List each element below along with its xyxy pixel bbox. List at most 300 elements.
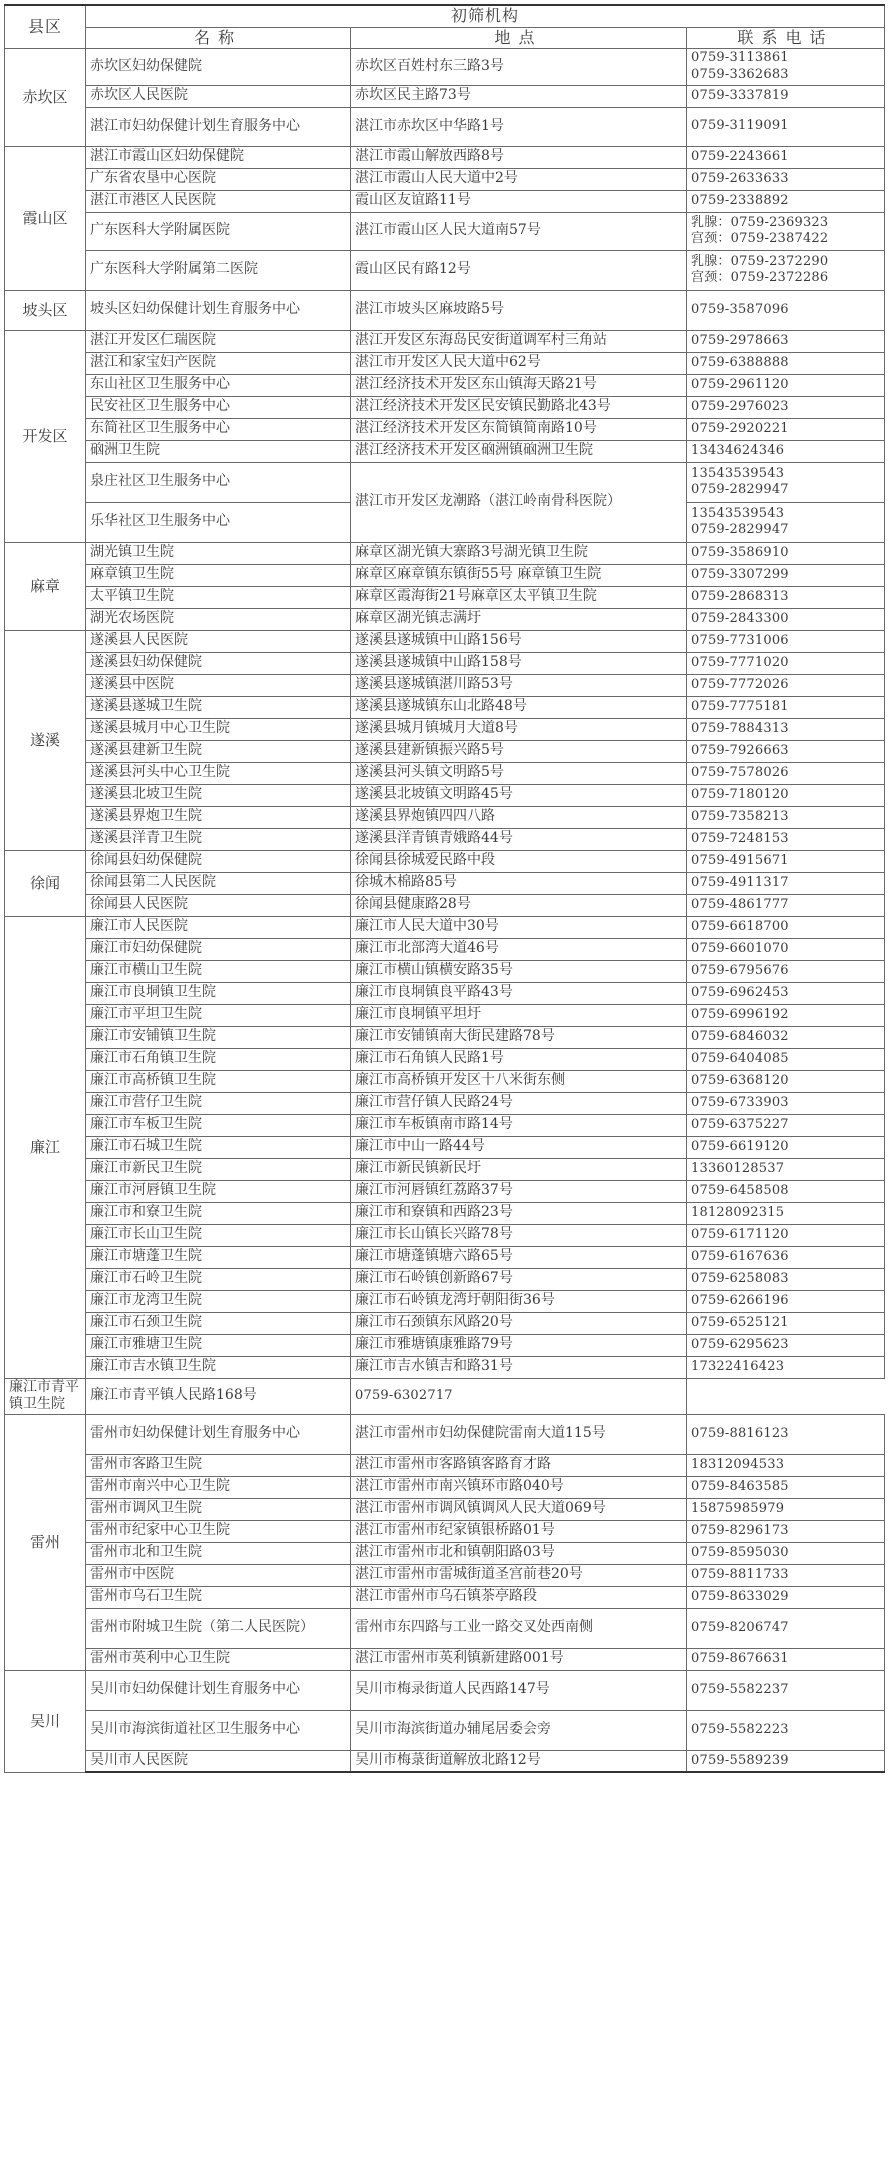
institution-name: 遂溪县城月中心卫生院 bbox=[86, 718, 351, 740]
institution-name: 廉江市横山卫生院 bbox=[86, 960, 351, 982]
phone-line: 0759-7775181 bbox=[691, 698, 789, 714]
institution-name: 湛江和家宝妇产医院 bbox=[86, 352, 351, 374]
phone-line: 0759-6388888 bbox=[691, 354, 789, 370]
institution-location: 廉江市长山镇长兴路78号 bbox=[351, 1224, 687, 1246]
institution-name: 遂溪县洋青卫生院 bbox=[86, 828, 351, 850]
institution-location: 遂溪县遂城镇东山北路48号 bbox=[351, 696, 687, 718]
table-row bbox=[5, 1334, 885, 1356]
table-row bbox=[5, 1158, 885, 1180]
institution-name: 泉庄社区卫生服务中心 bbox=[86, 462, 351, 502]
county-cell: 开发区 bbox=[5, 330, 86, 542]
table-row bbox=[5, 146, 885, 168]
institution-location: 霞山区民有路12号 bbox=[351, 250, 687, 290]
institution-location: 麻章区湖光镇志满圩 bbox=[351, 608, 687, 630]
contact-phone bbox=[687, 1542, 885, 1564]
phone-line: 0759-8811733 bbox=[691, 1566, 789, 1582]
institution-name: 吴川市海滨街道社区卫生服务中心 bbox=[86, 1710, 351, 1750]
contact-phone bbox=[687, 330, 885, 352]
institution-location: 廉江市良垌镇良平路43号 bbox=[351, 982, 687, 1004]
contact-phone bbox=[687, 784, 885, 806]
contact-phone bbox=[687, 740, 885, 762]
contact-phone bbox=[687, 462, 885, 502]
institution-name: 吴川市人民医院 bbox=[86, 1750, 351, 1772]
table-row bbox=[5, 1312, 885, 1334]
phone-line: 0759-6404085 bbox=[691, 1050, 789, 1066]
table-row bbox=[5, 168, 885, 190]
phone-line: 乳腺：0759-2369323 bbox=[691, 214, 829, 230]
institution-name: 遂溪县界炮卫生院 bbox=[86, 806, 351, 828]
contact-phone bbox=[687, 146, 885, 168]
institution-location: 吴川市海滨街道办辅尾居委会旁 bbox=[351, 1710, 687, 1750]
institution-name: 东简社区卫生服务中心 bbox=[86, 418, 351, 440]
institution-location: 遂溪县洋青镇青娥路44号 bbox=[351, 828, 687, 850]
contact-phone bbox=[687, 718, 885, 740]
contact-phone bbox=[687, 396, 885, 418]
institution-location: 湛江市雷州市妇幼保健院雷南大道115号 bbox=[351, 1414, 687, 1454]
table-row bbox=[5, 1070, 885, 1092]
table-row bbox=[5, 250, 885, 290]
table-row bbox=[5, 938, 885, 960]
phone-line: 0759-7884313 bbox=[691, 720, 789, 736]
institution-name: 雷州市英利中心卫生院 bbox=[86, 1648, 351, 1670]
phone-line: 0759-6266196 bbox=[691, 1292, 789, 1308]
institution-name: 东山社区卫生服务中心 bbox=[86, 374, 351, 396]
phone-line: 0759-3337819 bbox=[691, 87, 789, 103]
institution-name: 廉江市龙湾卫生院 bbox=[86, 1290, 351, 1312]
contact-phone bbox=[687, 762, 885, 784]
contact-phone bbox=[687, 674, 885, 696]
contact-phone bbox=[687, 1498, 885, 1520]
institution-name: 赤坎区妇幼保健院 bbox=[86, 48, 351, 85]
institution-location: 湛江市开发区龙潮路（湛江岭南骨科医院） bbox=[351, 462, 687, 542]
table-row bbox=[5, 784, 885, 806]
institution-name: 廉江市雅塘卫生院 bbox=[86, 1334, 351, 1356]
phone-header: 联系电话 bbox=[687, 27, 885, 48]
institution-name: 徐闻县妇幼保健院 bbox=[86, 850, 351, 872]
institution-name: 廉江市石颈卫生院 bbox=[86, 1312, 351, 1334]
institution-name: 廉江市石角镇卫生院 bbox=[86, 1048, 351, 1070]
phone-line: 0759-7578026 bbox=[691, 764, 789, 780]
table-body bbox=[5, 48, 885, 1772]
institution-name: 雷州市调风卫生院 bbox=[86, 1498, 351, 1520]
contact-phone bbox=[687, 502, 885, 542]
county-cell: 麻章 bbox=[5, 542, 86, 630]
county-cell: 遂溪 bbox=[5, 630, 86, 850]
institution-location: 湛江市霞山解放西路8号 bbox=[351, 146, 687, 168]
institution-location: 遂溪县河头镇文明路5号 bbox=[351, 762, 687, 784]
table-row bbox=[5, 1476, 885, 1498]
table-row bbox=[5, 1004, 885, 1026]
institution-location: 遂溪县城月镇城月大道8号 bbox=[351, 718, 687, 740]
table-row bbox=[5, 1092, 885, 1114]
phone-line: 0759-2633633 bbox=[691, 170, 789, 186]
institution-name: 湛江市港区人民医院 bbox=[86, 190, 351, 212]
county-header: 县区 bbox=[5, 5, 86, 48]
table-row bbox=[5, 212, 885, 250]
phone-line: 0759-3119091 bbox=[691, 118, 789, 134]
table-row bbox=[5, 1048, 885, 1070]
contact-phone bbox=[687, 542, 885, 564]
phone-line: 0759-6846032 bbox=[691, 1028, 789, 1044]
institution-location: 廉江市高桥镇开发区十八米街东侧 bbox=[351, 1070, 687, 1092]
institution-name: 遂溪县河头中心卫生院 bbox=[86, 762, 351, 784]
institution-name: 廉江市良垌镇卫生院 bbox=[86, 982, 351, 1004]
institution-location: 廉江市吉水镇吉和路31号 bbox=[351, 1356, 687, 1378]
phone-line: 0759-2829947 bbox=[691, 482, 789, 497]
phone-line: 0759-6302717 bbox=[355, 1387, 453, 1403]
phone-line: 0759-8816123 bbox=[691, 1425, 789, 1441]
contact-phone bbox=[687, 982, 885, 1004]
contact-phone bbox=[687, 1136, 885, 1158]
institution-name: 遂溪县建新卫生院 bbox=[86, 740, 351, 762]
contact-phone bbox=[687, 1710, 885, 1750]
institution-location: 廉江市石角镇人民路1号 bbox=[351, 1048, 687, 1070]
contact-phone bbox=[687, 1334, 885, 1356]
table-row bbox=[5, 1414, 885, 1454]
institution-location: 吴川市梅录街道人民西路147号 bbox=[351, 1670, 687, 1710]
institution-location: 雷州市东四路与工业一路交叉处西南侧 bbox=[351, 1608, 687, 1648]
phone-line: 0759-8633029 bbox=[691, 1588, 789, 1604]
contact-phone bbox=[687, 894, 885, 916]
group-header: 初筛机构 bbox=[86, 5, 885, 27]
institution-name: 雷州市中医院 bbox=[86, 1564, 351, 1586]
institution-name: 坡头区妇幼保健计划生育服务中心 bbox=[86, 290, 351, 330]
contact-phone bbox=[687, 212, 885, 250]
institution-location: 廉江市营仔镇人民路24号 bbox=[351, 1092, 687, 1114]
contact-phone bbox=[687, 916, 885, 938]
institution-name: 雷州市纪家中心卫生院 bbox=[86, 1520, 351, 1542]
contact-phone bbox=[687, 1114, 885, 1136]
institution-location: 湛江开发区东海岛民安街道调军村三角站 bbox=[351, 330, 687, 352]
phone-line: 0759-4915671 bbox=[691, 852, 789, 868]
institution-location: 遂溪县建新镇振兴路5号 bbox=[351, 740, 687, 762]
institution-name: 遂溪县人民医院 bbox=[86, 630, 351, 652]
phone-line: 15875985979 bbox=[691, 1500, 785, 1516]
phone-line: 0759-6618700 bbox=[691, 918, 789, 934]
contact-phone bbox=[687, 48, 885, 85]
contact-phone bbox=[687, 85, 885, 107]
phone-line: 0759-5589239 bbox=[691, 1752, 789, 1768]
institution-location: 廉江市河唇镇红荔路37号 bbox=[351, 1180, 687, 1202]
institution-name: 廉江市石城卫生院 bbox=[86, 1136, 351, 1158]
phone-line: 0759-8206747 bbox=[691, 1619, 789, 1635]
institution-name: 太平镇卫生院 bbox=[86, 586, 351, 608]
contact-phone bbox=[687, 1312, 885, 1334]
phone-line: 0759-6601070 bbox=[691, 940, 789, 956]
contact-phone bbox=[687, 1070, 885, 1092]
table-row bbox=[5, 1114, 885, 1136]
phone-line: 0759-7180120 bbox=[691, 786, 789, 802]
institution-location: 廉江市横山镇横安路35号 bbox=[351, 960, 687, 982]
table-row bbox=[5, 1180, 885, 1202]
phone-line: 0759-3307299 bbox=[691, 566, 789, 582]
institution-location: 遂溪县遂城镇中山路158号 bbox=[351, 652, 687, 674]
institution-name: 湛江市霞山区妇幼保健院 bbox=[86, 146, 351, 168]
institution-name: 雷州市客路卫生院 bbox=[86, 1454, 351, 1476]
institution-location: 赤坎区民主路73号 bbox=[351, 85, 687, 107]
contact-phone bbox=[687, 1520, 885, 1542]
location-header: 地点 bbox=[351, 27, 687, 48]
institution-name: 廉江市和寮卫生院 bbox=[86, 1202, 351, 1224]
phone-line: 0759-6171120 bbox=[691, 1226, 789, 1242]
phone-line: 0759-8676631 bbox=[691, 1650, 789, 1666]
table-row bbox=[5, 982, 885, 1004]
contact-phone bbox=[351, 1378, 687, 1414]
institution-name: 廉江市平坦卫生院 bbox=[86, 1004, 351, 1026]
table-row bbox=[5, 85, 885, 107]
institution-location: 徐闻县徐城爱民路中段 bbox=[351, 850, 687, 872]
contact-phone bbox=[687, 190, 885, 212]
contact-phone bbox=[687, 1564, 885, 1586]
phone-line: 17322416423 bbox=[691, 1358, 785, 1374]
contact-phone bbox=[687, 828, 885, 850]
institution-name: 雷州市附城卫生院（第二人民医院） bbox=[86, 1608, 351, 1648]
name-header: 名称 bbox=[86, 27, 351, 48]
institution-location: 麻章区湖光镇大寨路3号湖光镇卫生院 bbox=[351, 542, 687, 564]
table-row bbox=[5, 916, 885, 938]
institution-name: 廉江市青平镇卫生院 bbox=[5, 1378, 86, 1414]
table-row bbox=[5, 894, 885, 916]
institution-location: 湛江市雷州市南兴镇环市路040号 bbox=[351, 1476, 687, 1498]
phone-line: 0759-2978663 bbox=[691, 332, 789, 348]
table-row bbox=[5, 396, 885, 418]
phone-line: 0759-6619120 bbox=[691, 1138, 789, 1154]
contact-phone bbox=[687, 440, 885, 462]
phone-line: 0759-7731006 bbox=[691, 632, 789, 648]
table-row bbox=[5, 828, 885, 850]
contact-phone bbox=[687, 1092, 885, 1114]
institution-name: 廉江市安铺镇卫生院 bbox=[86, 1026, 351, 1048]
table-row bbox=[5, 1710, 885, 1750]
institution-location: 廉江市石岭镇创新路67号 bbox=[351, 1268, 687, 1290]
contact-phone bbox=[687, 608, 885, 630]
phone-line: 0759-3113861 bbox=[691, 50, 789, 66]
table-row bbox=[5, 1586, 885, 1608]
institution-name: 雷州市北和卫生院 bbox=[86, 1542, 351, 1564]
institution-location: 湛江市坡头区麻坡路5号 bbox=[351, 290, 687, 330]
institution-location: 湛江市赤坎区中华路1号 bbox=[351, 107, 687, 146]
institution-name: 廉江市营仔卫生院 bbox=[86, 1092, 351, 1114]
contact-phone bbox=[687, 374, 885, 396]
phone-line: 0759-2843300 bbox=[691, 610, 789, 626]
institution-name: 雷州市乌石卫生院 bbox=[86, 1586, 351, 1608]
institution-name: 廉江市新民卫生院 bbox=[86, 1158, 351, 1180]
phone-line: 0759-5582223 bbox=[691, 1721, 789, 1737]
table-row bbox=[5, 352, 885, 374]
phone-line: 0759-2920221 bbox=[691, 420, 789, 436]
table-row bbox=[5, 718, 885, 740]
phone-line: 0759-7926663 bbox=[691, 742, 789, 758]
contact-phone bbox=[687, 652, 885, 674]
institution-location: 湛江经济技术开发区硇洲镇硇洲卫生院 bbox=[351, 440, 687, 462]
institution-name: 湛江市妇幼保健计划生育服务中心 bbox=[86, 107, 351, 146]
contact-phone bbox=[687, 290, 885, 330]
institution-name: 湖光镇卫生院 bbox=[86, 542, 351, 564]
phone-line: 0759-6458508 bbox=[691, 1182, 789, 1198]
contact-phone bbox=[687, 1670, 885, 1710]
contact-phone bbox=[687, 1586, 885, 1608]
institution-location: 霞山区友谊路11号 bbox=[351, 190, 687, 212]
contact-phone bbox=[687, 1202, 885, 1224]
phone-line: 0759-6962453 bbox=[691, 984, 789, 1000]
institution-name: 湖光农场医院 bbox=[86, 608, 351, 630]
county-cell: 吴川 bbox=[5, 1670, 86, 1772]
table-row bbox=[5, 1750, 885, 1772]
institution-name: 遂溪县遂城卫生院 bbox=[86, 696, 351, 718]
table-row bbox=[5, 850, 885, 872]
institution-location: 遂溪县北坡镇文明路45号 bbox=[351, 784, 687, 806]
phone-line: 0759-6375227 bbox=[691, 1116, 789, 1132]
table-row bbox=[5, 418, 885, 440]
institution-location: 廉江市青平镇人民路168号 bbox=[86, 1378, 351, 1414]
table-row bbox=[5, 542, 885, 564]
contact-phone bbox=[687, 806, 885, 828]
contact-phone bbox=[687, 1414, 885, 1454]
table-row bbox=[5, 1542, 885, 1564]
contact-phone bbox=[687, 1268, 885, 1290]
institution-location: 徐闻县健康路28号 bbox=[351, 894, 687, 916]
institution-location: 廉江市中山一路44号 bbox=[351, 1136, 687, 1158]
institution-name: 广东医科大学附属第二医院 bbox=[86, 250, 351, 290]
institution-location: 湛江经济技术开发区东简镇简南路10号 bbox=[351, 418, 687, 440]
table-row bbox=[5, 1648, 885, 1670]
table-row bbox=[5, 872, 885, 894]
table-row bbox=[5, 1608, 885, 1648]
table-row bbox=[5, 1290, 885, 1312]
phone-line: 乳腺：0759-2372290 bbox=[691, 253, 829, 269]
institution-location: 廉江市人民大道中30号 bbox=[351, 916, 687, 938]
phone-line: 0759-8595030 bbox=[691, 1544, 789, 1560]
phone-line: 0759-3362683 bbox=[691, 66, 789, 82]
phone-line: 13360128537 bbox=[691, 1160, 785, 1176]
table-row bbox=[5, 48, 885, 85]
phone-line: 0759-5582237 bbox=[691, 1681, 789, 1697]
table-row bbox=[5, 1564, 885, 1586]
phone-line: 0759-2829947 bbox=[691, 522, 789, 537]
phone-line: 0759-2976023 bbox=[691, 398, 789, 414]
institution-name: 雷州市妇幼保健计划生育服务中心 bbox=[86, 1414, 351, 1454]
institution-name: 廉江市吉水镇卫生院 bbox=[86, 1356, 351, 1378]
institution-location: 麻章区麻章镇东镇街55号 麻章镇卫生院 bbox=[351, 564, 687, 586]
contact-phone bbox=[687, 1224, 885, 1246]
institution-location: 湛江市雷州市雷城街道圣宫前巷20号 bbox=[351, 1564, 687, 1586]
phone-line: 0759-2338892 bbox=[691, 192, 789, 208]
phone-line: 0759-2961120 bbox=[691, 376, 789, 392]
table-row bbox=[5, 1454, 885, 1476]
table-row bbox=[5, 564, 885, 586]
contact-phone bbox=[687, 1246, 885, 1268]
contact-phone bbox=[687, 1454, 885, 1476]
institution-location: 廉江市和寮镇和西路23号 bbox=[351, 1202, 687, 1224]
table-row bbox=[5, 1268, 885, 1290]
table-row bbox=[5, 330, 885, 352]
table-row bbox=[5, 696, 885, 718]
phone-line: 0759-2243661 bbox=[691, 148, 789, 164]
table-row bbox=[5, 1136, 885, 1158]
phone-line: 0759-8296173 bbox=[691, 1522, 789, 1538]
institution-location: 湛江市雷州市客路镇客路育才路 bbox=[351, 1454, 687, 1476]
phone-line: 0759-6258083 bbox=[691, 1270, 789, 1286]
phone-line: 18128092315 bbox=[691, 1204, 785, 1220]
table-row bbox=[5, 630, 885, 652]
contact-phone bbox=[687, 938, 885, 960]
institution-location: 廉江市安铺镇南大街民建路78号 bbox=[351, 1026, 687, 1048]
table-row bbox=[5, 462, 885, 502]
institution-name: 廉江市车板卫生院 bbox=[86, 1114, 351, 1136]
phone-line: 0759-6295623 bbox=[691, 1336, 789, 1352]
phone-line: 0759-6733903 bbox=[691, 1094, 789, 1110]
institution-location: 遂溪县遂城镇中山路156号 bbox=[351, 630, 687, 652]
contact-phone bbox=[687, 1750, 885, 1772]
contact-phone bbox=[687, 418, 885, 440]
institution-name: 乐华社区卫生服务中心 bbox=[86, 502, 351, 542]
institution-location: 廉江市石岭镇龙湾圩朝阳街36号 bbox=[351, 1290, 687, 1312]
contact-phone bbox=[687, 250, 885, 290]
institution-location: 廉江市北部湾大道46号 bbox=[351, 938, 687, 960]
table-row bbox=[5, 806, 885, 828]
institution-name: 民安社区卫生服务中心 bbox=[86, 396, 351, 418]
contact-phone bbox=[687, 1648, 885, 1670]
institution-name: 廉江市塘蓬卫生院 bbox=[86, 1246, 351, 1268]
contact-phone bbox=[687, 107, 885, 146]
table-row bbox=[5, 740, 885, 762]
contact-phone bbox=[687, 1026, 885, 1048]
contact-phone bbox=[687, 1004, 885, 1026]
institution-location: 湛江市霞山区人民大道南57号 bbox=[351, 212, 687, 250]
contact-phone bbox=[687, 586, 885, 608]
institution-location: 廉江市新民镇新民圩 bbox=[351, 1158, 687, 1180]
institution-location: 湛江市雷州市英利镇新建路001号 bbox=[351, 1648, 687, 1670]
phone-line: 0759-7358213 bbox=[691, 808, 789, 824]
contact-phone bbox=[687, 168, 885, 190]
table-row bbox=[5, 374, 885, 396]
institution-location: 赤坎区百姓村东三路3号 bbox=[351, 48, 687, 85]
institution-name: 遂溪县北坡卫生院 bbox=[86, 784, 351, 806]
institution-name: 廉江市高桥镇卫生院 bbox=[86, 1070, 351, 1092]
institution-name: 遂溪县中医院 bbox=[86, 674, 351, 696]
county-cell: 廉江 bbox=[5, 916, 86, 1378]
institution-name: 廉江市人民医院 bbox=[86, 916, 351, 938]
phone-line: 0759-6368120 bbox=[691, 1072, 789, 1088]
table-row bbox=[5, 1246, 885, 1268]
institution-name: 雷州市南兴中心卫生院 bbox=[86, 1476, 351, 1498]
institution-name: 硇洲卫生院 bbox=[86, 440, 351, 462]
institution-name: 廉江市妇幼保健院 bbox=[86, 938, 351, 960]
table-row bbox=[5, 586, 885, 608]
table-row bbox=[5, 762, 885, 784]
phone-line: 0759-2868313 bbox=[691, 588, 789, 604]
table-row bbox=[5, 1670, 885, 1710]
contact-phone bbox=[687, 872, 885, 894]
institution-location: 湛江市雷州市调风镇调风人民大道069号 bbox=[351, 1498, 687, 1520]
institution-name: 廉江市河唇镇卫生院 bbox=[86, 1180, 351, 1202]
phone-line: 0759-8463585 bbox=[691, 1478, 789, 1494]
phone-line: 0759-3586910 bbox=[691, 544, 789, 560]
institution-location: 廉江市雅塘镇康雅路79号 bbox=[351, 1334, 687, 1356]
phone-line: 0759-6525121 bbox=[691, 1314, 789, 1330]
table-row bbox=[5, 674, 885, 696]
county-cell: 坡头区 bbox=[5, 290, 86, 330]
table-row bbox=[5, 440, 885, 462]
institution-name: 湛江开发区仁瑞医院 bbox=[86, 330, 351, 352]
phone-line: 0759-6996192 bbox=[691, 1006, 789, 1022]
phone-line: 宫颈：0759-2372286 bbox=[691, 270, 829, 285]
contact-phone bbox=[687, 1158, 885, 1180]
institution-location: 湛江经济技术开发区东山镇海天路21号 bbox=[351, 374, 687, 396]
table-row bbox=[5, 1378, 885, 1414]
screening-institutions-sheet bbox=[4, 4, 884, 1773]
institution-location: 吴川市梅菉街道解放北路12号 bbox=[351, 1750, 687, 1772]
